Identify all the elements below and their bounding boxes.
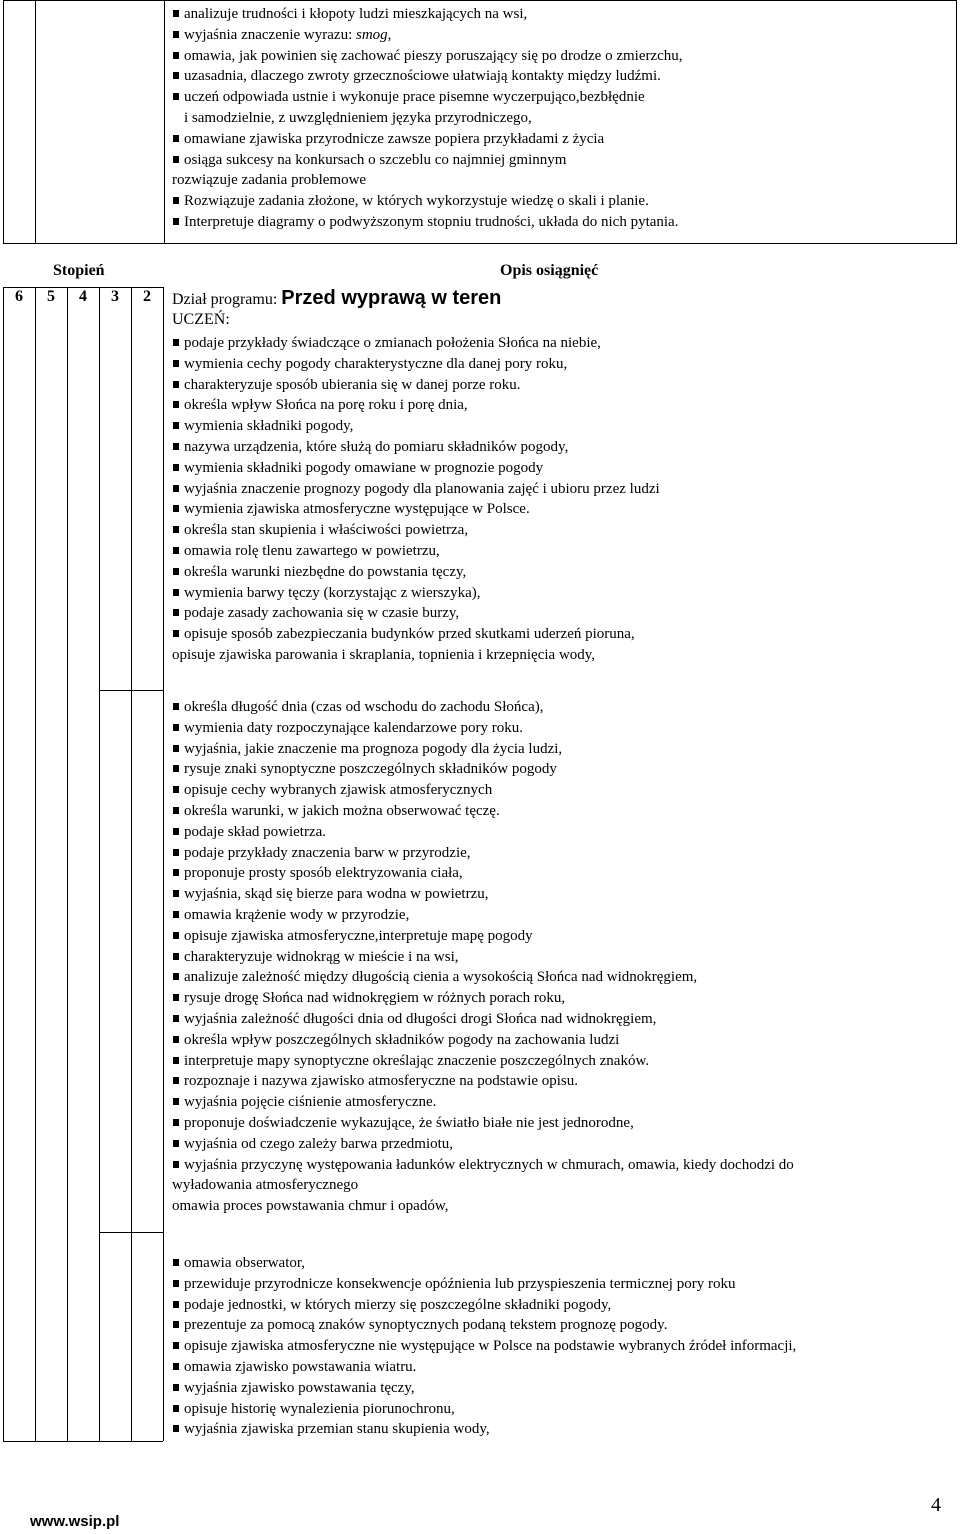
list-item: [172, 416, 660, 437]
list-item: [172, 541, 660, 562]
list-item: [172, 1113, 794, 1134]
list-item-text: Interpretuje diagramy o podwyższonym stopniu trudności, układa do nich pytania.: [184, 213, 679, 230]
table-border: [99, 287, 100, 1441]
list-item: [172, 1419, 796, 1440]
list-item: [172, 905, 794, 926]
list-item: [172, 967, 794, 988]
list-item-text: wyjaśnia od czego zależy barwa przedmiotu,: [184, 1135, 454, 1152]
list-item-text: określa wpływ Słońca na porę roku i porę dnia,: [184, 397, 468, 414]
list-item: [172, 1378, 796, 1399]
list-item-text: określa długość dnia (czas od wschodu do zachodu Słońca),: [184, 699, 544, 715]
list-item-text: wymienia składniki pogody,: [184, 418, 354, 435]
list-item: [172, 437, 660, 458]
dzial-label: Dział programu:: [172, 291, 282, 308]
list-item: [172, 1196, 794, 1217]
top-achievement-list: [172, 4, 683, 233]
list-item-text: wyjaśnia zjawiska przemian stanu skupienia wody,: [184, 1421, 490, 1438]
grade-3-list: [172, 697, 794, 1217]
grade-label-5: 5: [47, 288, 55, 305]
list-item-text: omawia rolę tlenu zawartego w powietrzu,: [184, 542, 440, 559]
list-item-text: podaje przykłady znaczenia barw w przyrodzie,: [184, 844, 471, 861]
list-item: [172, 1134, 794, 1155]
table-border: [131, 690, 163, 691]
table-border: [3, 287, 4, 1441]
list-item: [172, 1295, 796, 1316]
list-item-text: charakteryzuje widnokrąg w mieście i na wsi,: [184, 948, 459, 965]
list-item-text: podaje przykłady świadczące o zmianach położenia Słońca na niebie,: [184, 335, 601, 351]
list-item-text: podaje skład powietrza.: [184, 823, 327, 840]
list-item: [172, 1336, 796, 1357]
list-item: [172, 697, 794, 718]
list-item: [172, 801, 794, 822]
list-item: [172, 1399, 796, 1420]
table-border: [3, 287, 163, 288]
list-item-text: rysuje znaki synoptyczne poszczególnych składników pogody: [184, 761, 557, 778]
table-border: [67, 287, 68, 1441]
dzial-name: Przed wyprawą w teren: [281, 287, 502, 309]
list-item-text: określa warunki niezbędne do powstania tęczy,: [184, 563, 467, 580]
list-item-text: omawia, jak powinien się zachować pieszy poruszający się po drodze o zmierzchu,: [184, 47, 683, 64]
list-item-text: opisuje zjawiska atmosferyczne,interpretuje mapę pogody: [184, 927, 533, 944]
opis-header: Opis osiągnięć: [500, 262, 599, 279]
list-item-text: wymienia daty rozpoczynające kalendarzowe pory roku.: [184, 719, 524, 736]
list-item-text: charakteryzuje sposób ubierania się w danej porze roku.: [184, 376, 521, 393]
list-item: [172, 780, 794, 801]
list-item: [172, 739, 794, 760]
table-border: [3, 1441, 163, 1442]
table-border: [956, 0, 957, 244]
list-item-text: wyjaśnia, jakie znaczenie ma prognoza pogody dla życia ludzi,: [184, 740, 563, 757]
list-item-text: osiąga sukcesy na konkursach o szczeblu co najmniej gminnym: [184, 151, 567, 168]
list-item-text: wymienia zjawiska atmosferyczne występujące w Polsce.: [184, 501, 530, 518]
list-item: [172, 1357, 796, 1378]
list-item-text: omawia proces powstawania chmur i opadów,: [172, 1198, 449, 1215]
list-item: [172, 884, 794, 905]
list-item-text: uczeń odpowiada ustnie i wykonuje prace pisemne wyczerpująco,bezbłędnie: [184, 89, 645, 106]
table-border: [99, 1232, 163, 1233]
list-item: [172, 1009, 794, 1030]
list-item: [172, 947, 794, 968]
list-item-text: omawia obserwator,: [184, 1255, 306, 1271]
list-item: [172, 1315, 796, 1336]
table-border: [164, 0, 165, 244]
list-item-text: omawiane zjawiska przyrodnicze zawsze popiera przykładami z życia: [184, 130, 605, 147]
list-item: [172, 843, 794, 864]
page-number: 4: [931, 1494, 941, 1516]
list-item: [172, 46, 683, 67]
list-item-text: analizuje zależność między długością cienia a wysokością Słońca nad widnokręgiem,: [184, 969, 698, 986]
list-item-text: wyładowania atmosferycznego: [172, 1177, 359, 1194]
list-item-text: wymienia barwy tęczy (korzystając z wierszyka),: [184, 584, 481, 601]
list-item: [172, 499, 660, 520]
list-item-text: podaje zasady zachowania się w czasie burzy,: [184, 605, 460, 622]
list-item-text: opisuje historię wynalezienia piorunochronu,: [184, 1400, 455, 1417]
list-item: [172, 583, 660, 604]
table-border: [3, 0, 957, 1]
list-item: [172, 926, 794, 947]
list-item: [172, 129, 683, 150]
grade-label-2: 2: [143, 288, 151, 305]
list-item: [172, 1274, 796, 1295]
list-item-text: rozwiązuje zadania problemowe: [172, 172, 367, 189]
list-item: [172, 333, 660, 354]
footer-site: www.wsip.pl: [30, 1513, 120, 1530]
list-item-text: przewiduje przyrodnicze konsekwencje opóźnienia lub przyspieszenia termicznej pory roku: [184, 1275, 736, 1292]
list-item: [172, 108, 683, 129]
list-item-text: omawia zjawisko powstawania wiatru.: [184, 1358, 417, 1375]
list-item: [172, 822, 794, 843]
list-item: [172, 191, 683, 212]
list-item: [172, 988, 794, 1009]
list-item: [172, 479, 660, 500]
list-item: [172, 212, 683, 233]
list-item-text: proponuje prosty sposób elektryzowania ciała,: [184, 865, 463, 882]
list-item: [172, 1253, 796, 1274]
list-item: [172, 354, 660, 375]
list-item: [172, 395, 660, 416]
list-item-text: proponuje doświadczenie wykazujące, że światło białe nie jest jednorodne,: [184, 1114, 634, 1131]
list-item-text: rozpoznaje i nazywa zjawisko atmosferyczne na podstawie opisu.: [184, 1073, 579, 1090]
list-item: [172, 759, 794, 780]
list-item: [172, 4, 683, 25]
list-item-text: wyjaśnia zależność długości dnia od długości drogi Słońca nad widnokręgiem,: [184, 1010, 657, 1027]
list-item-text: opisuje zjawiska atmosferyczne nie występujące w Polsce na podstawie wybranych źródeł informacji,: [184, 1338, 797, 1355]
list-item: [172, 863, 794, 884]
list-item-text: nazywa urządzenia, które służą do pomiaru składników pogody,: [184, 438, 569, 455]
grade-label-3: 3: [111, 288, 119, 305]
list-item-text: analizuje trudności i kłopoty ludzi mieszkających na wsi,: [184, 6, 528, 22]
list-item-text: Rozwiązuje zadania złożone, w których wykorzystuje wiedzę o skali i planie.: [184, 193, 649, 210]
list-item-text: określa warunki, w jakich można obserwować tęczę.: [184, 802, 500, 819]
list-item: [172, 645, 660, 666]
table-border: [163, 287, 164, 1441]
list-item: [172, 87, 683, 108]
list-item: [172, 458, 660, 479]
table-border: [131, 287, 132, 1441]
dzial-title: [172, 286, 501, 312]
list-item: [172, 25, 683, 46]
table-border: [35, 0, 36, 244]
list-item-text: opisuje sposób zabezpieczania budynków przed skutkami uderzeń pioruna,: [184, 626, 635, 643]
list-item-text: opisuje cechy wybranych zjawisk atmosferycznych: [184, 782, 493, 799]
grade-label-6: 6: [15, 288, 23, 305]
list-item-text: wyjaśnia znaczenie prognozy pogody dla planowania zajęć i ubioru przez ludzi: [184, 480, 660, 497]
list-item: [172, 1092, 794, 1113]
list-item-text: określa stan skupienia i właściwości powietrza,: [184, 522, 469, 539]
list-item: [172, 1155, 794, 1176]
table-border: [3, 0, 4, 244]
list-item: [172, 1030, 794, 1051]
list-item: [172, 1051, 794, 1072]
list-item-text: wyjaśnia znaczenie wyrazu:: [184, 26, 356, 43]
list-item-text: i samodzielnie, z uwzględnieniem języka przyrodniczego,: [184, 109, 532, 126]
list-item: [172, 520, 660, 541]
table-border: [3, 243, 957, 244]
list-item: [172, 66, 683, 87]
list-item: [172, 1071, 794, 1092]
list-item: [172, 170, 683, 191]
list-item: [172, 624, 660, 645]
list-item-text: opisuje zjawiska parowania i skraplania, topnienia i krzepnięcia wody,: [172, 646, 596, 663]
list-item: [172, 603, 660, 624]
list-item-text: rysuje drogę Słońca nad widnokręgiem w różnych porach roku,: [184, 990, 566, 1007]
list-item-text: prezentuje za pomocą znaków synoptycznych podaną tekstem prognozę pogody.: [184, 1317, 668, 1334]
grade-4-list: [172, 1253, 796, 1440]
list-item-text: wyjaśnia, skąd się bierze para wodna w powietrzu,: [184, 886, 489, 903]
list-item-text: wymienia cechy pogody charakterystyczne dla danej pory roku,: [184, 355, 568, 372]
list-item-text: interpretuje mapy synoptyczne określając znaczenie poszczególnych znaków.: [184, 1052, 650, 1069]
grade-label-4: 4: [79, 288, 87, 305]
list-item: [172, 562, 660, 583]
list-item-emphasis: smog,: [356, 26, 392, 43]
table-border: [99, 690, 131, 691]
list-item-text: omawia krążenie wody w przyrodzie,: [184, 906, 410, 923]
list-item-text: podaje jednostki, w których mierzy się poszczególne składniki pogody,: [184, 1296, 612, 1313]
list-item-text: określa wpływ poszczególnych składników pogody na zachowania ludzi: [184, 1031, 620, 1048]
stopien-header: Stopień: [53, 262, 105, 279]
list-item-text: wyjaśnia zjawisko powstawania tęczy,: [184, 1379, 415, 1396]
grade-2-list: [172, 333, 660, 666]
list-item-text: wyjaśnia pojęcie ciśnienie atmosferyczne.: [184, 1094, 437, 1111]
list-item-text: uzasadnia, dlaczego zwroty grzecznościowe ułatwiają kontakty między ludźmi.: [184, 68, 661, 85]
table-border: [35, 287, 36, 1441]
list-item: [172, 1175, 794, 1196]
list-item-text: wymienia składniki pogody omawiane w prognozie pogody: [184, 459, 544, 476]
list-item: [172, 718, 794, 739]
uczen-label: UCZEŃ:: [172, 311, 230, 328]
list-item: [172, 375, 660, 396]
list-item: [172, 150, 683, 171]
list-item-text: wyjaśnia przyczynę występowania ładunków elektrycznych w chmurach, omawia, kiedy dochodzi do: [184, 1156, 794, 1173]
